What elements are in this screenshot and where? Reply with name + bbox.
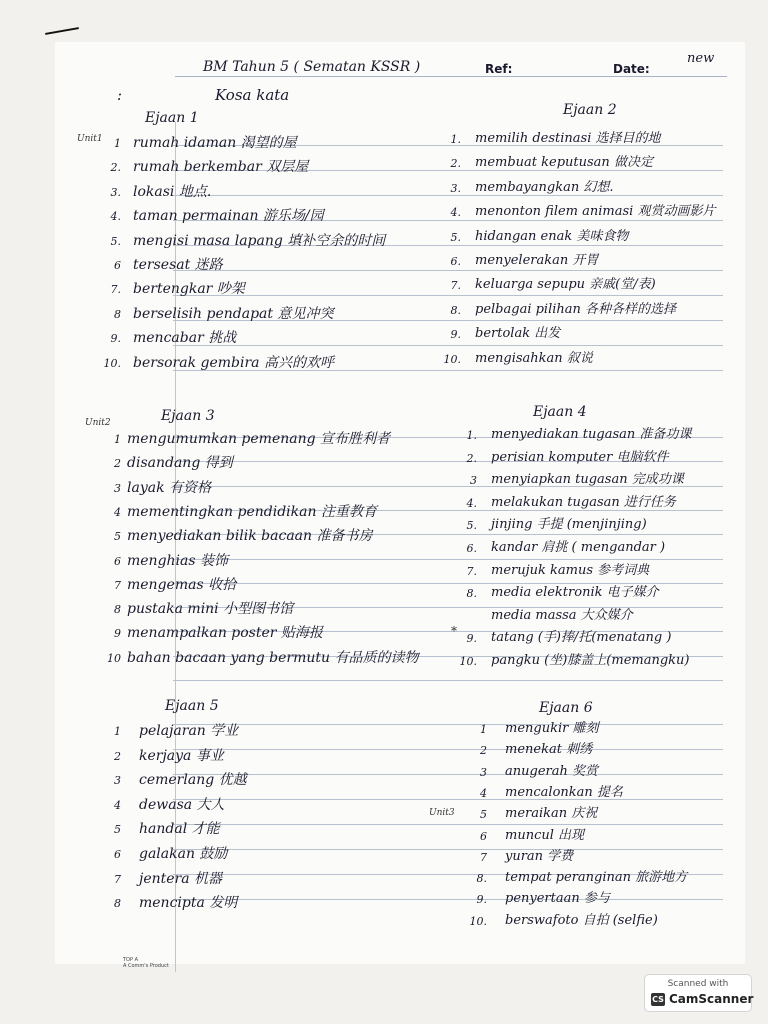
item-number: 3.	[450, 182, 461, 195]
item-text: pelbagai pilihan 各种各样的选择	[475, 302, 677, 317]
ruled-line	[173, 849, 723, 850]
item-number: 7	[114, 579, 121, 592]
print-footer-line2: A Comm's Product	[123, 963, 169, 969]
item-number: 9.	[110, 332, 121, 345]
item-number: 6	[114, 555, 121, 568]
item-text: bahan bacaan yang bermutu 有品质的读物	[127, 650, 419, 666]
item-number: 4	[114, 506, 121, 519]
item-text: kandar 肩挑 ( mengandar )	[491, 540, 666, 555]
item-text: tempat peranginan 旅游地方	[505, 870, 688, 885]
item-number: 8	[114, 897, 121, 910]
item-text: mengisahkan 叙说	[475, 351, 593, 366]
item-number: 2.	[466, 452, 477, 465]
item-text: rumah berkembar 双层屋	[133, 159, 309, 175]
item-text: mengisi masa lapang 填补空余的时间	[133, 233, 386, 249]
item-text: pustaka mini 小型图书馆	[127, 601, 294, 617]
item-number: 2	[480, 744, 487, 757]
item-number: 9.	[476, 893, 487, 906]
item-number: 4	[114, 799, 121, 812]
item-text: menyelerakan 开胃	[475, 253, 599, 268]
item-text: mengemas 收拾	[127, 577, 237, 593]
ruled-line	[173, 195, 723, 196]
ref-label: Ref:	[485, 62, 513, 76]
item-number: 2.	[110, 161, 121, 174]
item-text: menyiapkan tugasan 完成功课	[491, 472, 684, 487]
item-number: 7	[114, 873, 121, 886]
item-number: 8.	[476, 872, 487, 885]
unit1-mark: Unit1	[77, 134, 103, 144]
ejaan4-title: Ejaan 4	[533, 404, 587, 420]
item-text: disandang 得到	[127, 455, 233, 471]
item-number: 2	[114, 457, 121, 470]
item-number: 1.	[466, 429, 477, 442]
item-text: media elektronik 电子媒介	[491, 585, 659, 600]
item-number: 4.	[466, 497, 477, 510]
item-number: 1	[114, 137, 121, 150]
item-text: merujuk kamus 参考词典	[491, 563, 650, 578]
watermark-top-text: Scanned with	[667, 979, 729, 989]
item-number: 8	[114, 308, 121, 321]
item-number: 10.	[459, 655, 477, 668]
item-number: 9.	[466, 632, 477, 645]
item-number: 9	[114, 627, 121, 640]
item-number: 2.	[450, 157, 461, 170]
item-text: jentera 机器	[139, 871, 223, 887]
item-number: 7.	[466, 565, 477, 578]
item-number: 7.	[110, 283, 121, 296]
item-text: menampalkan poster 贴海报	[127, 625, 323, 641]
print-footer-line1: TOP A	[123, 957, 139, 963]
item-number: 6	[114, 848, 121, 861]
item-number: 4.	[450, 206, 461, 219]
item-number: 2	[114, 750, 121, 763]
item-number: 1	[114, 433, 121, 446]
item-text: cemerlang 优越	[139, 772, 247, 788]
item-number: 1	[480, 723, 487, 736]
ruled-line	[173, 824, 723, 825]
item-text: pelajaran 学业	[139, 723, 239, 739]
item-number: 4	[480, 787, 487, 800]
ruled-line	[173, 899, 723, 900]
item-text: mementingkan pendidikan 注重教育	[127, 504, 377, 520]
item-text: tatang (手)捧/托(menatang )	[491, 630, 672, 645]
item-number: 3	[114, 774, 121, 787]
item-text: layak 有资格	[127, 480, 212, 496]
item-text: yuran 学费	[505, 849, 574, 864]
item-number: 10	[107, 652, 121, 665]
item-number: 1.	[450, 133, 461, 146]
item-text: melakukan tugasan 进行任务	[491, 495, 676, 510]
date-note: new	[687, 51, 715, 66]
item-text: mengumumkan pemenang 宣布胜利者	[127, 431, 391, 447]
item-text: perisian komputer 电脑软件	[491, 450, 669, 465]
item-text: rumah idaman 渴望的屋	[133, 135, 297, 151]
item-text: tersesat 迷路	[133, 257, 223, 273]
item-number: 10.	[443, 353, 461, 366]
item-text: memilih destinasi 选择目的地	[475, 131, 661, 146]
item-text: jinjing 手提 (menjinjing)	[491, 517, 647, 532]
item-text: lokasi 地点.	[133, 184, 212, 200]
item-number: 10.	[103, 357, 121, 370]
ruled-line	[173, 799, 723, 800]
item-text: hidangan enak 美味食物	[475, 229, 629, 244]
item-text: mencipta 发明	[139, 895, 238, 911]
watermark-brand: CamScanner	[669, 992, 754, 1006]
bullet-mark: :	[117, 86, 123, 104]
item-number: 6.	[450, 255, 461, 268]
item-text: handal 才能	[139, 821, 220, 837]
item-text: membayangkan 幻想.	[475, 180, 614, 195]
item-number: 5.	[466, 519, 477, 532]
ejaan1-title: Ejaan 1	[145, 110, 199, 126]
item-text: bertengkar 吵架	[133, 281, 245, 297]
camscanner-logo-icon: CS	[652, 995, 664, 1004]
item-text: menyediakan tugasan 准备功课	[491, 427, 692, 442]
header-rule	[175, 76, 727, 77]
item-text: bertolak 出发	[475, 326, 561, 341]
item-number: 4.	[110, 210, 121, 223]
unit3-mark: Unit3	[429, 808, 455, 818]
ruled-line	[173, 680, 723, 681]
ejaan3-title: Ejaan 3	[161, 408, 215, 424]
pen-stroke-mark	[45, 27, 79, 35]
item-number: 5	[114, 530, 121, 543]
item-number: 8	[114, 603, 121, 616]
ruled-line	[173, 295, 723, 296]
ruled-line	[173, 749, 723, 750]
item-number: 6	[480, 830, 487, 843]
item-text: kerjaya 事业	[139, 748, 224, 764]
item-number: 3	[470, 474, 477, 487]
item-text: penyertaan 参与	[505, 891, 610, 906]
item-text: menghias 装饰	[127, 553, 229, 569]
ruled-line	[173, 774, 723, 775]
item-number: 10.	[469, 915, 487, 928]
item-number: 5	[114, 823, 121, 836]
item-text: pangku (坐)膝盖上(memangku)	[491, 653, 690, 668]
item-number: 8.	[450, 304, 461, 317]
notebook-page	[55, 42, 745, 969]
item-text: mencabar 挑战	[133, 330, 237, 346]
item-number: 3	[480, 766, 487, 779]
item-text: keluarga sepupu 亲戚(堂/表)	[475, 277, 656, 292]
item-text: menyediakan bilik bacaan 准备书房	[127, 528, 373, 544]
item-text: dewasa 大人	[139, 797, 225, 813]
ejaan6-title: Ejaan 6	[539, 700, 593, 716]
item-number: 3	[114, 482, 121, 495]
item-number: 3.	[110, 186, 121, 199]
camscanner-watermark	[644, 974, 752, 1012]
page-title: BM Tahun 5 ( Sematan KSSR )	[203, 59, 421, 75]
print-footer	[123, 957, 169, 969]
item-text: taman permainan 游乐场/园	[133, 208, 324, 224]
item-number: 6	[114, 259, 121, 272]
item-text: menekat 刺绣	[505, 742, 593, 757]
item-text: muncul 出现	[505, 828, 585, 843]
item-text: media massa 大众媒介	[491, 608, 633, 623]
ruled-line	[173, 559, 723, 560]
item-text: mengukir 雕刻	[505, 721, 599, 736]
date-label: Date:	[613, 62, 650, 76]
item-number: 8.	[466, 587, 477, 600]
item-text: bersorak gembira 高兴的欢呼	[133, 355, 334, 371]
ruled-line	[173, 345, 723, 346]
star-mark: *	[451, 624, 457, 638]
vocab-heading: Kosa kata	[215, 86, 290, 104]
item-number: 6.	[466, 542, 477, 555]
item-number: 7	[480, 851, 487, 864]
item-text: anugerah 奖赏	[505, 764, 598, 779]
item-text: meraikan 庆祝	[505, 806, 598, 821]
unit2-mark: Unit2	[85, 418, 111, 428]
item-number: 9.	[450, 328, 461, 341]
item-text: menonton filem animasi 观赏动画影片	[475, 204, 716, 219]
item-text: membuat keputusan 做决定	[475, 155, 653, 170]
ruled-line	[173, 724, 723, 725]
item-number: 5.	[110, 235, 121, 248]
item-text: galakan 鼓励	[139, 846, 228, 862]
ejaan2-title: Ejaan 2	[563, 102, 617, 118]
item-text: berswafoto 自拍 (selfie)	[505, 913, 658, 928]
ejaan5-title: Ejaan 5	[165, 698, 219, 714]
item-number: 7.	[450, 279, 461, 292]
ruled-line	[173, 270, 723, 271]
item-number: 1	[114, 725, 121, 738]
item-number: 5	[480, 808, 487, 821]
item-text: berselisih pendapat 意见冲突	[133, 306, 334, 322]
item-text: mencalonkan 提名	[505, 785, 623, 800]
item-number: 5.	[450, 231, 461, 244]
